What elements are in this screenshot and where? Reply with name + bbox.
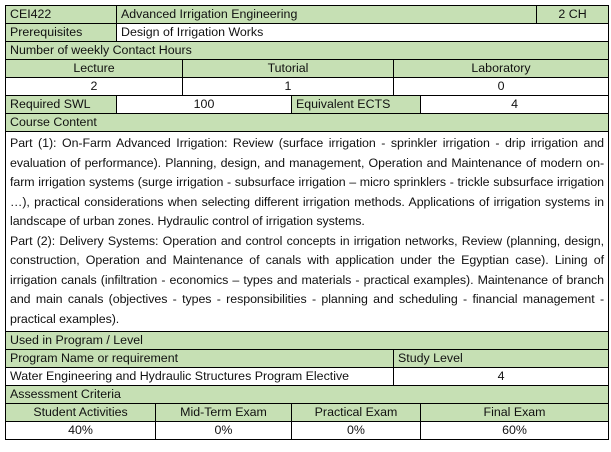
- prerequisites-label: Prerequisites: [6, 24, 117, 42]
- study-level-value: 4: [394, 368, 609, 386]
- student-activities-header: Student Activities: [6, 404, 156, 422]
- assessment-header-row: [6, 404, 609, 422]
- contact-hours-heading-row: [6, 42, 609, 60]
- program-header-row: [6, 350, 609, 368]
- program-heading: Used in Program / Level: [6, 332, 609, 350]
- laboratory-value: 0: [394, 78, 609, 96]
- required-swl-value: 100: [117, 96, 292, 114]
- equivalent-ects-value: 4: [421, 96, 609, 114]
- lecture-header: Lecture: [6, 60, 183, 78]
- contact-hours-value-row: [6, 78, 609, 96]
- tutorial-header: Tutorial: [183, 60, 394, 78]
- swl-row: [6, 96, 609, 114]
- practical-exam-value: 0%: [292, 422, 421, 440]
- prerequisites-value: Design of Irrigation Works: [117, 24, 609, 42]
- assessment-heading: Assessment Criteria: [6, 386, 609, 404]
- final-exam-header: Final Exam: [421, 404, 609, 422]
- course-content-heading: Course Content: [6, 114, 609, 132]
- course-title: Advanced Irrigation Engineering: [117, 6, 537, 24]
- course-content-heading-row: [6, 114, 609, 132]
- course-code: CEI422: [6, 6, 117, 24]
- lecture-value: 2: [6, 78, 183, 96]
- program-heading-row: [6, 332, 609, 350]
- required-swl-label: Required SWL: [6, 96, 117, 114]
- practical-exam-header: Practical Exam: [292, 404, 421, 422]
- equivalent-ects-label: Equivalent ECTS: [292, 96, 421, 114]
- course-table: [5, 5, 609, 440]
- contact-hours-header-row: [6, 60, 609, 78]
- course-content-row: [6, 132, 609, 332]
- assessment-heading-row: [6, 386, 609, 404]
- final-exam-value: 60%: [421, 422, 609, 440]
- program-name-value: Water Engineering and Hydraulic Structures Program Elective: [6, 368, 394, 386]
- content-part-2: Part (2): Delivery Systems: Operation and control concepts in irrigation networks, Review (planning, design, construction, Operation and Maintenance of canals with application under the Egyptian case). Lining of irrigation canals (infiltration - economics – types and materials - practical examples). Maintenance of branch and main canals (objectives - types - responsibilities - planning and scheduling - financial management - practical examples).: [10, 233, 605, 326]
- tutorial-value: 1: [183, 78, 394, 96]
- credit-hours: 2 CH: [537, 6, 609, 24]
- course-header-row: [6, 6, 609, 24]
- study-level-header: Study Level: [394, 350, 609, 368]
- student-activities-value: 40%: [6, 422, 156, 440]
- course-specification: [5, 5, 608, 440]
- assessment-value-row: [6, 422, 609, 440]
- program-name-header: Program Name or requirement: [6, 350, 394, 368]
- mid-term-value: 0%: [156, 422, 292, 440]
- contact-hours-heading: Number of weekly Contact Hours: [6, 42, 609, 60]
- mid-term-header: Mid-Term Exam: [156, 404, 292, 422]
- course-content-body: [6, 132, 609, 332]
- program-value-row: [6, 368, 609, 386]
- content-part-1: Part (1): On-Farm Advanced Irrigation: Review (surface irrigation - sprinkler irrigation - drip irrigation and evaluation of performance). Planning, design, and management, Operation and Maintenance of modern on-farm irrigation systems (surge irrigation - subsurface irrigation – micro sprinklers - trickle subsurface irrigation …), practical considerations when selecting different irrigation methods. Applications of irrigation systems in landscape of urban zones. Hydraulic control of irrigation systems.: [10, 136, 605, 228]
- prerequisites-row: [6, 24, 609, 42]
- laboratory-header: Laboratory: [394, 60, 609, 78]
